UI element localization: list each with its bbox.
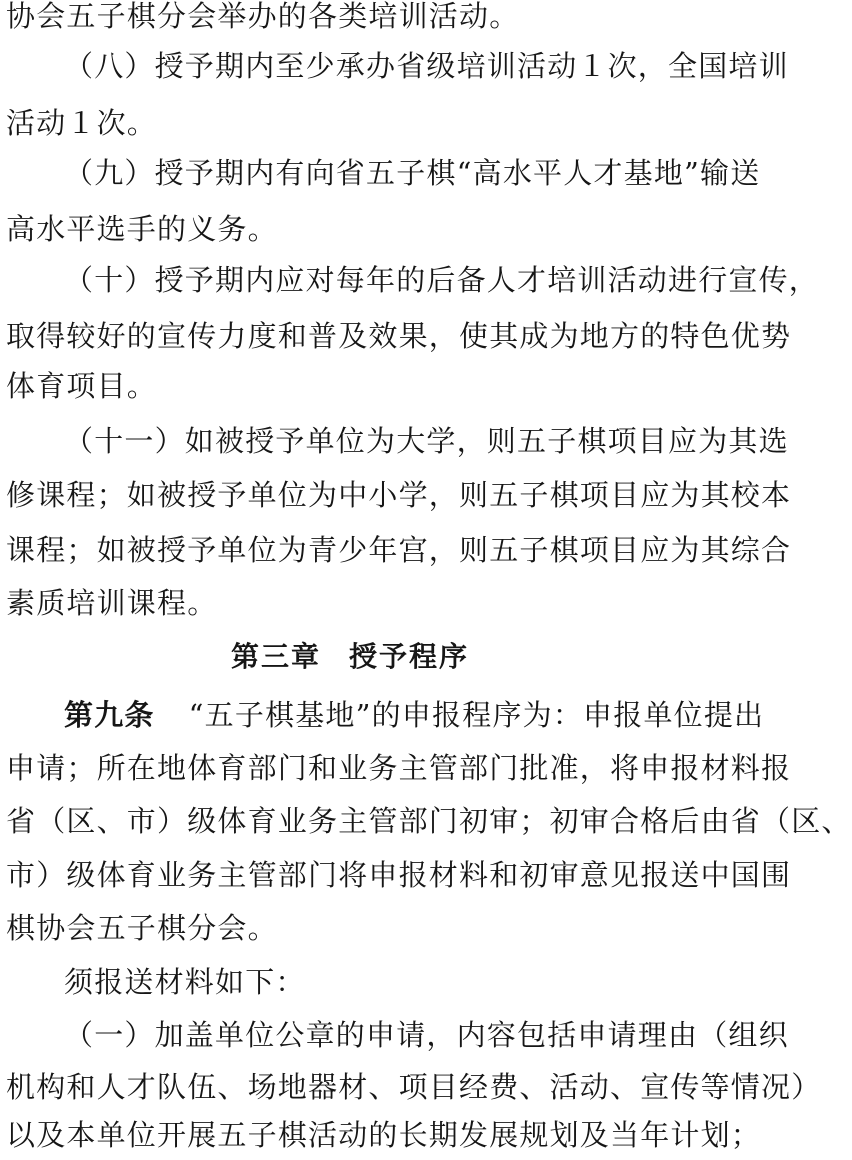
text-line: 高水平选手的义务。 (6, 212, 278, 246)
chapter-number: 第三章 (230, 640, 321, 673)
chapter-heading (6, 632, 694, 682)
text-line: 课程；如被授予单位为青少年宫，则五子棋项目应为其综合 (6, 533, 792, 567)
text-line: 省（区、市）级体育业务主管部门初审；初审合格后由省（区、 (6, 804, 852, 838)
chapter-title: 授予程序 (349, 640, 470, 673)
article-label: 第九条 (64, 698, 155, 732)
text-line: 市）级体育业务主管部门将申报材料和初审意见报送中国围 (6, 858, 792, 892)
text-line: 以及本单位开展五子棋活动的长期发展规划及当年计划； (6, 1118, 762, 1152)
text-line: 体育项目。 (6, 369, 158, 403)
text-line: 活动１次。 (6, 106, 158, 140)
text-line: 机构和人才队伍、场地器材、项目经费、活动、宣传等情况） (6, 1070, 822, 1104)
text-line: （十一）如被授予单位为大学，则五子棋项目应为其选 (64, 424, 789, 458)
text-line: 棋协会五子棋分会。 (6, 911, 278, 945)
text-line: 申请；所在地体育部门和业务主管部门批准，将申报材料报 (6, 751, 792, 785)
article-text: “五子棋基地”的申报程序为：申报单位提出 (188, 698, 765, 732)
article-first-line (6, 690, 765, 740)
text-line: （九）授予期内有向省五子棋“高水平人才基地”输送 (64, 156, 761, 190)
text-line: （八）授予期内至少承办省级培训活动１次，全国培训 (64, 49, 789, 83)
text-line: 协会五子棋分会举办的各类培训活动。 (6, 0, 520, 33)
text-line: 取得较好的宣传力度和普及效果，使其成为地方的特色优势 (6, 319, 792, 353)
text-line: （一）加盖单位公章的申请，内容包括申请理由（组织 (64, 1018, 789, 1052)
text-line: 修课程；如被授予单位为中小学，则五子棋项目应为其校本 (6, 478, 792, 512)
text-line: 须报送材料如下： (64, 965, 306, 999)
text-line: （十）授予期内应对每年的后备人才培训活动进行宣传， (64, 263, 820, 297)
text-line: 素质培训课程。 (6, 586, 218, 620)
